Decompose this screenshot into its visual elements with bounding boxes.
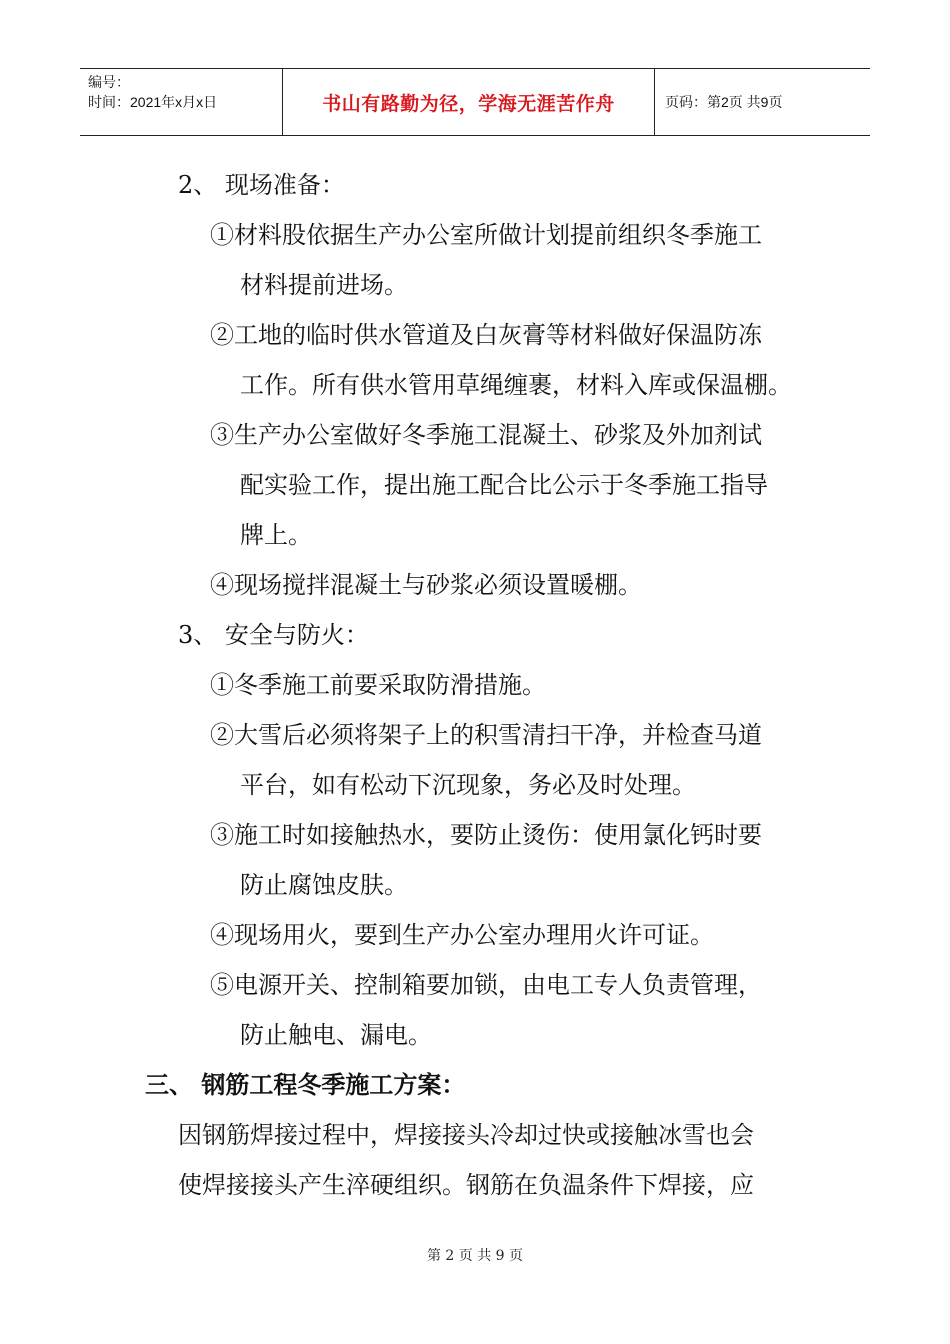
body-line: 材料提前进场。: [240, 271, 408, 299]
document-header: [80, 68, 870, 136]
body-line: ⑤电源开关、控制箱要加锁，由电工专人负责管理，: [210, 971, 762, 999]
section-heading-safety-fire: 3、 安全与防火：: [178, 621, 369, 649]
body-line: ③生产办公室做好冬季施工混凝土、砂浆及外加剂试: [210, 421, 762, 449]
section-heading-rebar-winter: 三、 钢筋工程冬季施工方案：: [145, 1071, 466, 1099]
body-line: 防止腐蚀皮肤。: [240, 871, 408, 899]
page-footer: 第 2 页 共 9 页: [426, 1248, 524, 1264]
body-line: 配实验工作，提出施工配合比公示于冬季施工指导: [240, 471, 768, 499]
header-meta-cell: [80, 69, 283, 135]
body-line: 因钢筋焊接过程中，焊接接头冷却过快或接触冰雪也会: [178, 1121, 754, 1149]
body-line: 防止触电、漏电。: [240, 1021, 432, 1049]
section-heading-site-preparation: 2、 现场准备：: [178, 171, 345, 199]
header-page-info: 页码：第2页 共9页: [665, 94, 783, 110]
body-line: ④现场搅拌混凝土与砂浆必须设置暖棚。: [210, 571, 642, 599]
body-line: ①冬季施工前要采取防滑措施。: [210, 671, 546, 699]
body-line: ②大雪后必须将架子上的积雪清扫干净，并检查马道: [210, 721, 762, 749]
body-line: 平台，如有松动下沉现象，务必及时处理。: [240, 771, 696, 799]
body-line: 工作。所有供水管用草绳缠裹，材料入库或保温棚。: [240, 371, 792, 399]
body-line: ④现场用火，要到生产办公室办理用火许可证。: [210, 921, 714, 949]
header-page-cell: [655, 69, 870, 135]
body-line: ③施工时如接触热水，要防止烫伤：使用氯化钙时要: [210, 821, 762, 849]
body-line: ①材料股依据生产办公室所做计划提前组织冬季施工: [210, 221, 762, 249]
header-motto: 书山有路勤为径，学海无涯苦作舟: [322, 92, 615, 115]
document-number-label: 编号：: [88, 74, 130, 90]
body-line: ②工地的临时供水管道及白灰膏等材料做好保温防冻: [210, 321, 762, 349]
body-line: 使焊接接头产生淬硬组织。钢筋在负温条件下焊接，应: [178, 1171, 754, 1199]
header-motto-cell: [283, 69, 655, 135]
document-date: 时间：2021年x月x日: [88, 94, 218, 110]
body-line: 牌上。: [240, 521, 312, 549]
